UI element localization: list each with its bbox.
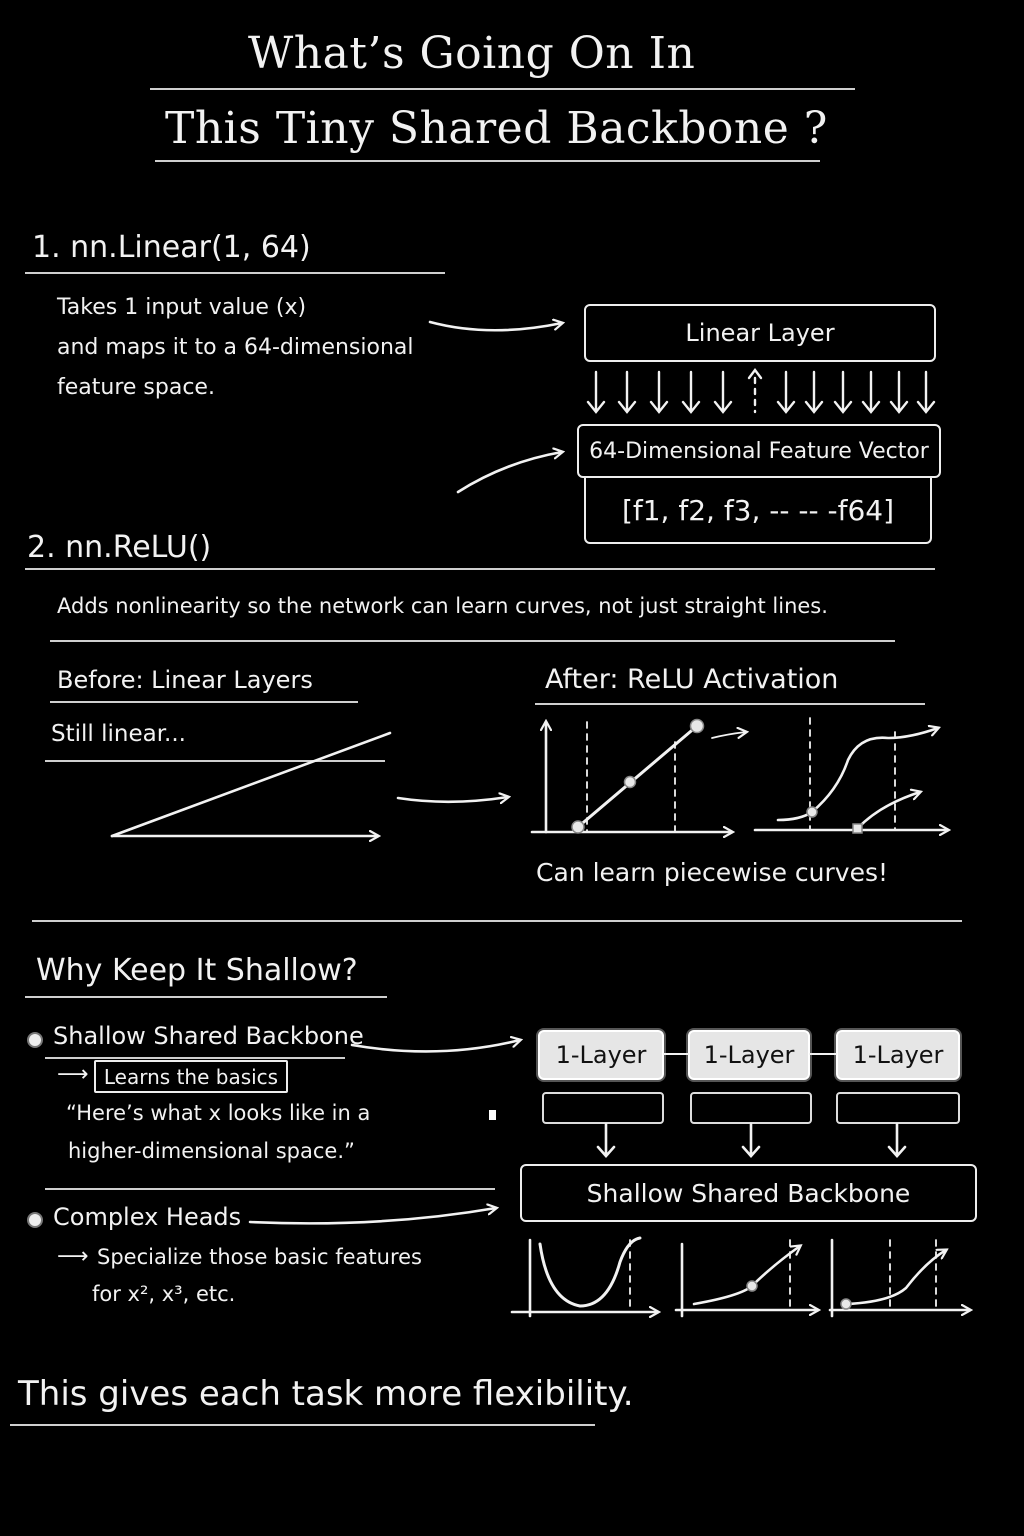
section1-heading: 1. nn.Linear(1, 64) [32,230,311,265]
after2-curve-2 [858,792,920,828]
before-linear-line [112,733,390,836]
quote-line-1: “Here’s what x looks like in a [66,1101,371,1125]
arrow-backbone-to-layers [352,1040,520,1051]
down-arrow-head-1 [598,1124,614,1156]
bullet-complex-heads: Complex Heads [53,1203,242,1231]
title-line-2: This Tiny Shared Backbone ? [165,103,828,154]
special-line-2: for x², x³, etc. [92,1282,236,1306]
head3-curve [846,1250,946,1304]
arrow-before-to-after [398,797,508,802]
after1-point-1 [572,821,584,833]
after1-point-3 [691,720,704,733]
after2-point-1 [807,807,817,817]
section1-desc-3: feature space. [57,375,215,400]
arrow-learns-glyph: ⟶ [57,1062,89,1087]
down-arrows-row [588,370,934,412]
arrow-heads-to-backbone [250,1208,496,1223]
head3-point [841,1299,851,1309]
arrow-to-linear-layer [430,322,562,330]
head2-curve [694,1246,800,1304]
section1-desc-1: Takes 1 input value (x) [57,295,307,320]
stray-mark [489,1110,496,1120]
shallow-backbone-box: Shallow Shared Backbone [520,1164,977,1222]
head-layer-2: 1-Layer [688,1030,810,1080]
after1-small-arrow [712,732,746,738]
vector-values-box: [f1, f2, f3, -- -- -f64] [584,478,932,544]
head1-curve [540,1238,640,1306]
title-line-1: What’s Going On In [248,28,696,79]
after2-curve-1 [778,728,938,820]
special-line-1: Specialize those basic features [97,1245,422,1269]
learns-basics-box: Learns the basics [94,1060,288,1093]
after1-relu-line [578,726,697,827]
arrow-special-glyph: ⟶ [57,1244,89,1269]
linear-layer-box: Linear Layer [584,304,936,362]
after-heading: After: ReLU Activation [545,664,839,695]
head-layer-1: 1-Layer [538,1030,664,1080]
after1-point-2 [625,777,636,788]
section2-desc: Adds nonlinearity so the network can learn curves, not just straight lines. [57,594,828,618]
section2-heading: 2. nn.ReLU() [27,530,212,565]
arrow-to-feature-vector [458,452,562,492]
head-layer-3: 1-Layer [836,1030,960,1080]
footer-text: This gives each task more flexibility. [18,1374,634,1414]
head2-point [747,1281,757,1291]
quote-line-2: higher-dimensional space.” [68,1139,355,1163]
after-note: Can learn piecewise curves! [536,858,889,887]
section1-desc-2: and maps it to a 64-dimensional [57,335,414,360]
down-arrow-head-2 [743,1124,759,1156]
section3-heading: Why Keep It Shallow? [36,953,358,988]
feature-vector-box: 64-Dimensional Feature Vector [577,424,941,478]
before-note: Still linear... [51,721,186,747]
before-heading: Before: Linear Layers [57,666,313,694]
bullet-shallow-backbone: Shallow Shared Backbone [53,1022,364,1050]
after2-point-2 [853,824,862,833]
down-arrow-head-3 [889,1124,905,1156]
